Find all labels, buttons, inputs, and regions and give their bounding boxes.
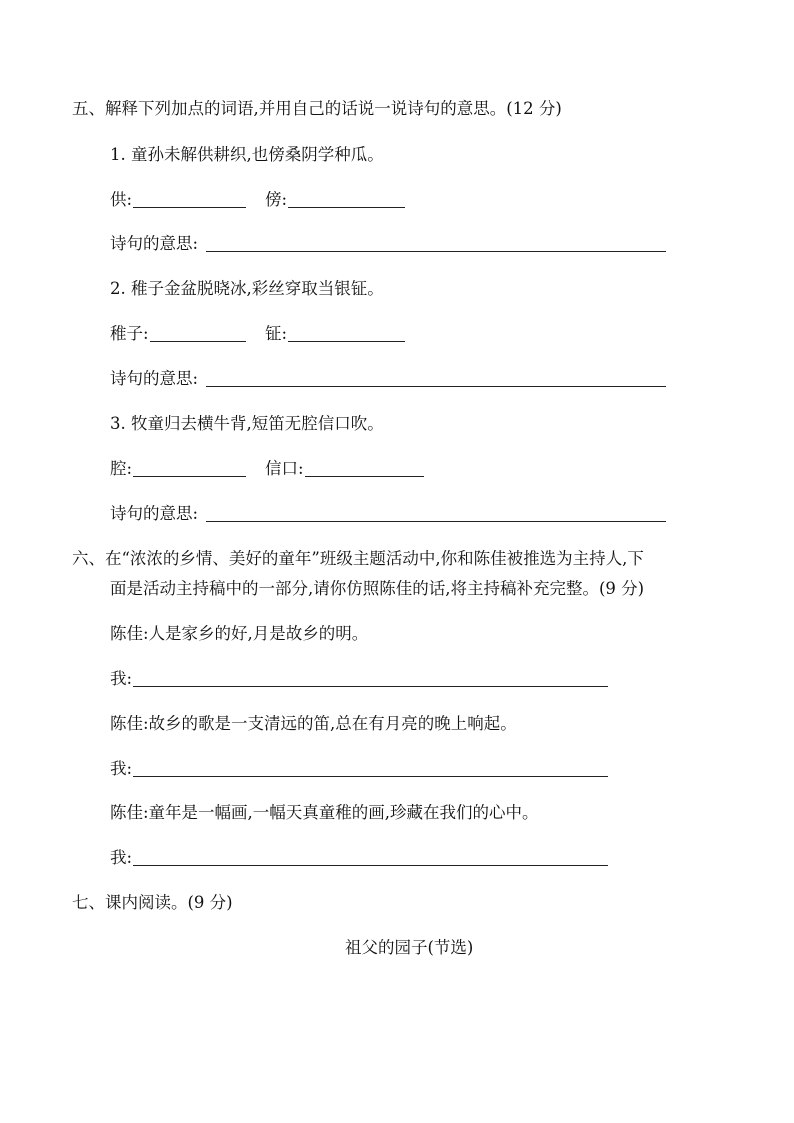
- meaning-label-1: 诗句的意思:: [110, 234, 199, 253]
- chenjia-line-1: 陈佳:人是家乡的好,月是故乡的明。: [110, 624, 369, 643]
- word-label-2a: 稚子:: [110, 324, 149, 343]
- meaning-blank-2[interactable]: [206, 386, 666, 387]
- answer-blank-2b[interactable]: [288, 341, 405, 342]
- word-label-3b: 信口:: [265, 459, 304, 478]
- answer-blank-3a[interactable]: [133, 476, 246, 477]
- meaning-label-3: 诗句的意思:: [110, 504, 199, 523]
- chenjia-line-2: 陈佳:故乡的歌是一支清远的笛,总在有月亮的晚上响起。: [110, 714, 517, 733]
- me-answer-blank-3[interactable]: [133, 865, 608, 866]
- word-label-1a: 供:: [110, 190, 133, 209]
- me-answer-blank-1[interactable]: [133, 686, 608, 687]
- me-label-3: 我:: [110, 848, 133, 867]
- me-label-2: 我:: [110, 759, 133, 778]
- word-label-2b: 钲:: [265, 324, 288, 343]
- poem-line-3: 3. 牧童归去横牛背,短笛无腔信口吹。: [110, 414, 384, 433]
- me-answer-blank-2[interactable]: [133, 776, 608, 777]
- section5-heading: 五、解释下列加点的词语,并用自己的话说一说诗句的意思。(12 分): [72, 99, 562, 118]
- section6-heading-line1: 六、在“浓浓的乡情、美好的童年”班级主题活动中,你和陈佳被推选为主持人,下: [72, 549, 644, 568]
- poem-line-1: 1. 童孙未解供耕织,也傍桑阴学种瓜。: [110, 145, 384, 164]
- answer-blank-1b[interactable]: [288, 207, 405, 208]
- chenjia-line-3: 陈佳:童年是一幅画,一幅天真童稚的画,珍藏在我们的心中。: [110, 803, 539, 822]
- section6-heading-line2: 面是活动主持稿中的一部分,请你仿照陈佳的话,将主持稿补充完整。(9 分): [110, 579, 645, 598]
- word-label-3a: 腔:: [110, 459, 133, 478]
- poem-line-2: 2. 稚子金盆脱晓冰,彩丝穿取当银钲。: [110, 279, 384, 298]
- me-label-1: 我:: [110, 669, 133, 688]
- section7-heading: 七、课内阅读。(9 分): [72, 893, 233, 912]
- answer-blank-3b[interactable]: [305, 476, 424, 477]
- meaning-label-2: 诗句的意思:: [110, 369, 199, 388]
- meaning-blank-3[interactable]: [206, 521, 666, 522]
- answer-blank-2a[interactable]: [150, 341, 246, 342]
- passage-title: 祖父的园子(节选): [345, 938, 474, 957]
- answer-blank-1a[interactable]: [133, 207, 246, 208]
- word-label-1b: 傍:: [265, 190, 288, 209]
- meaning-blank-1[interactable]: [206, 251, 666, 252]
